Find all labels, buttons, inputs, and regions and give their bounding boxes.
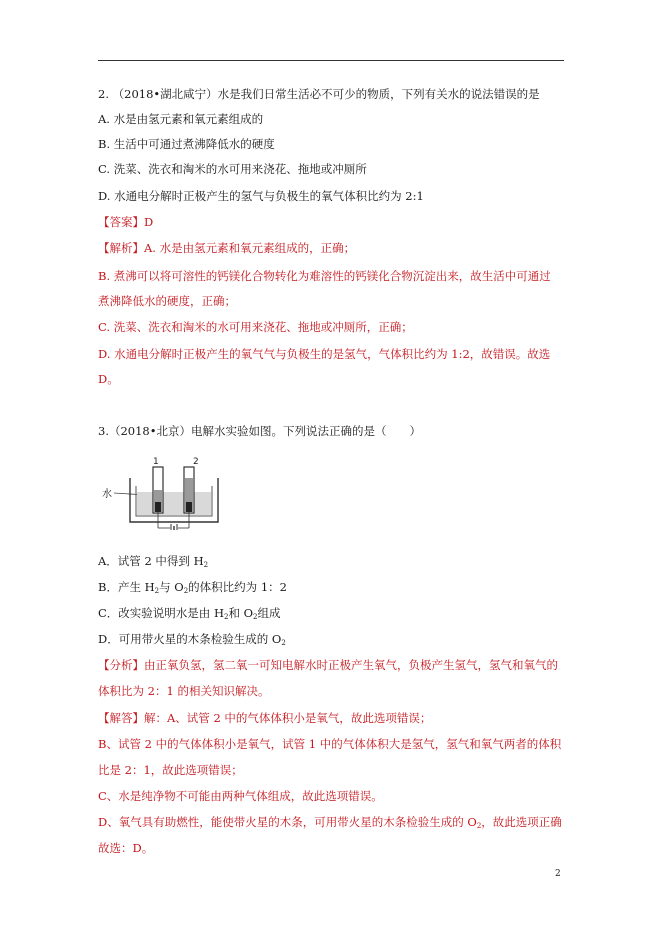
- q2-analysis-label: 【解析】: [98, 241, 144, 255]
- q3-jieda-line1: 【解答】解：A、试管 2 中的气体体积小是氧气，故此选项错误；: [98, 711, 432, 725]
- q2-stem: 2. （2018•湖北咸宁）水是我们日常生活必不可少的物质，下列有关水的说法错误的是: [98, 87, 540, 101]
- water-label: 水: [102, 489, 112, 500]
- q3-stem: 3.（2018•北京）电解水实验如图。下列说法正确的是（ ）: [98, 424, 422, 438]
- page-number: 2: [555, 869, 561, 879]
- q2-analysis-b-line1: B. 煮沸可以将可溶性的钙镁化合物转化为难溶性的钙镁化合物沉淀出来，故生活中可通过: [98, 269, 551, 283]
- q2-answer-label: 【答案】: [98, 215, 144, 229]
- q2-analysis-b-line2: 煮沸降低水的硬度，正确；: [98, 294, 236, 308]
- q2-option-d: D. 水通电分解时正极产生的氢气与负极生的氧气体积比约为 2:1: [98, 189, 424, 203]
- q2-analysis-d-line2: D。: [98, 372, 119, 386]
- q3-jieda-line3: 比是 2：1，故此选项错误；: [98, 763, 243, 777]
- q3-option-c: C．改实验说明水是由 $H_2$和 $O_2$组成: [98, 606, 281, 621]
- q2-answer-value: D: [144, 215, 154, 229]
- tube-2-label: 2: [193, 457, 199, 467]
- water-fill: [137, 492, 211, 515]
- header-rule: [98, 60, 564, 61]
- q2-answer: [98, 214, 153, 230]
- q2-option-a: A. 水是由氢元素和氧元素组成的: [98, 112, 264, 126]
- q2-analysis-d-line1: D. 水通电分解时正极产生的氧气气与负极生的是氢气，气体积比约为 1:2，故错误。故选: [98, 347, 551, 361]
- q3-fenxi-line2: 体积比为 2：1 的相关知识解决。: [98, 684, 270, 698]
- q3-jieda-line5: D、氧气具有助燃性，能使带火星的木条，可用带火星的木条检验生成的 $O_2$，故此选项正确: [98, 815, 562, 830]
- q3-jieda-line4: C、水是纯净物不可能由两种气体组成，故此选项错误。: [98, 789, 383, 803]
- electrolysis-apparatus-figure: [96, 450, 226, 530]
- electrode-2: [186, 502, 192, 512]
- q3-option-a: A．试管 2 中得到 $H_2$: [98, 554, 209, 569]
- q2-option-c: C. 洗菜、洗衣和淘米的水可用来浇花、拖地或冲厕所: [98, 162, 367, 176]
- q3-jieda-line6: 故选：D。: [98, 841, 154, 855]
- tube-1-label: 1: [153, 457, 159, 467]
- q2-option-b: B. 生活中可通过煮沸降低水的硬度: [98, 137, 275, 151]
- q2-analysis-a-text: A. 水是由氢元素和氧元素组成的，正确；: [144, 241, 356, 255]
- electrode-1: [155, 502, 161, 512]
- q3-fenxi-line1: 【分析】由正氧负氢，氢二氧一可知电解水时正极产生氧气，负极产生氢气，氢气和氧气的: [98, 658, 558, 672]
- q2-analysis-a: [98, 240, 355, 256]
- q2-analysis-c: C. 洗菜、洗衣和淘米的水可用来浇花、拖地或冲厕所，正确；: [98, 320, 413, 334]
- q3-option-b: B．产生 $H_2$与 $O_2$的体积比约为 1：2: [98, 580, 287, 595]
- q3-option-d: D．可用带火星的木条检验生成的 $O_2$: [98, 632, 286, 647]
- q3-jieda-line2: B、试管 2 中的气体体积小是氧气，试管 1 中的气体体积大是氢气，氢气和氧气两者的体积: [98, 737, 562, 751]
